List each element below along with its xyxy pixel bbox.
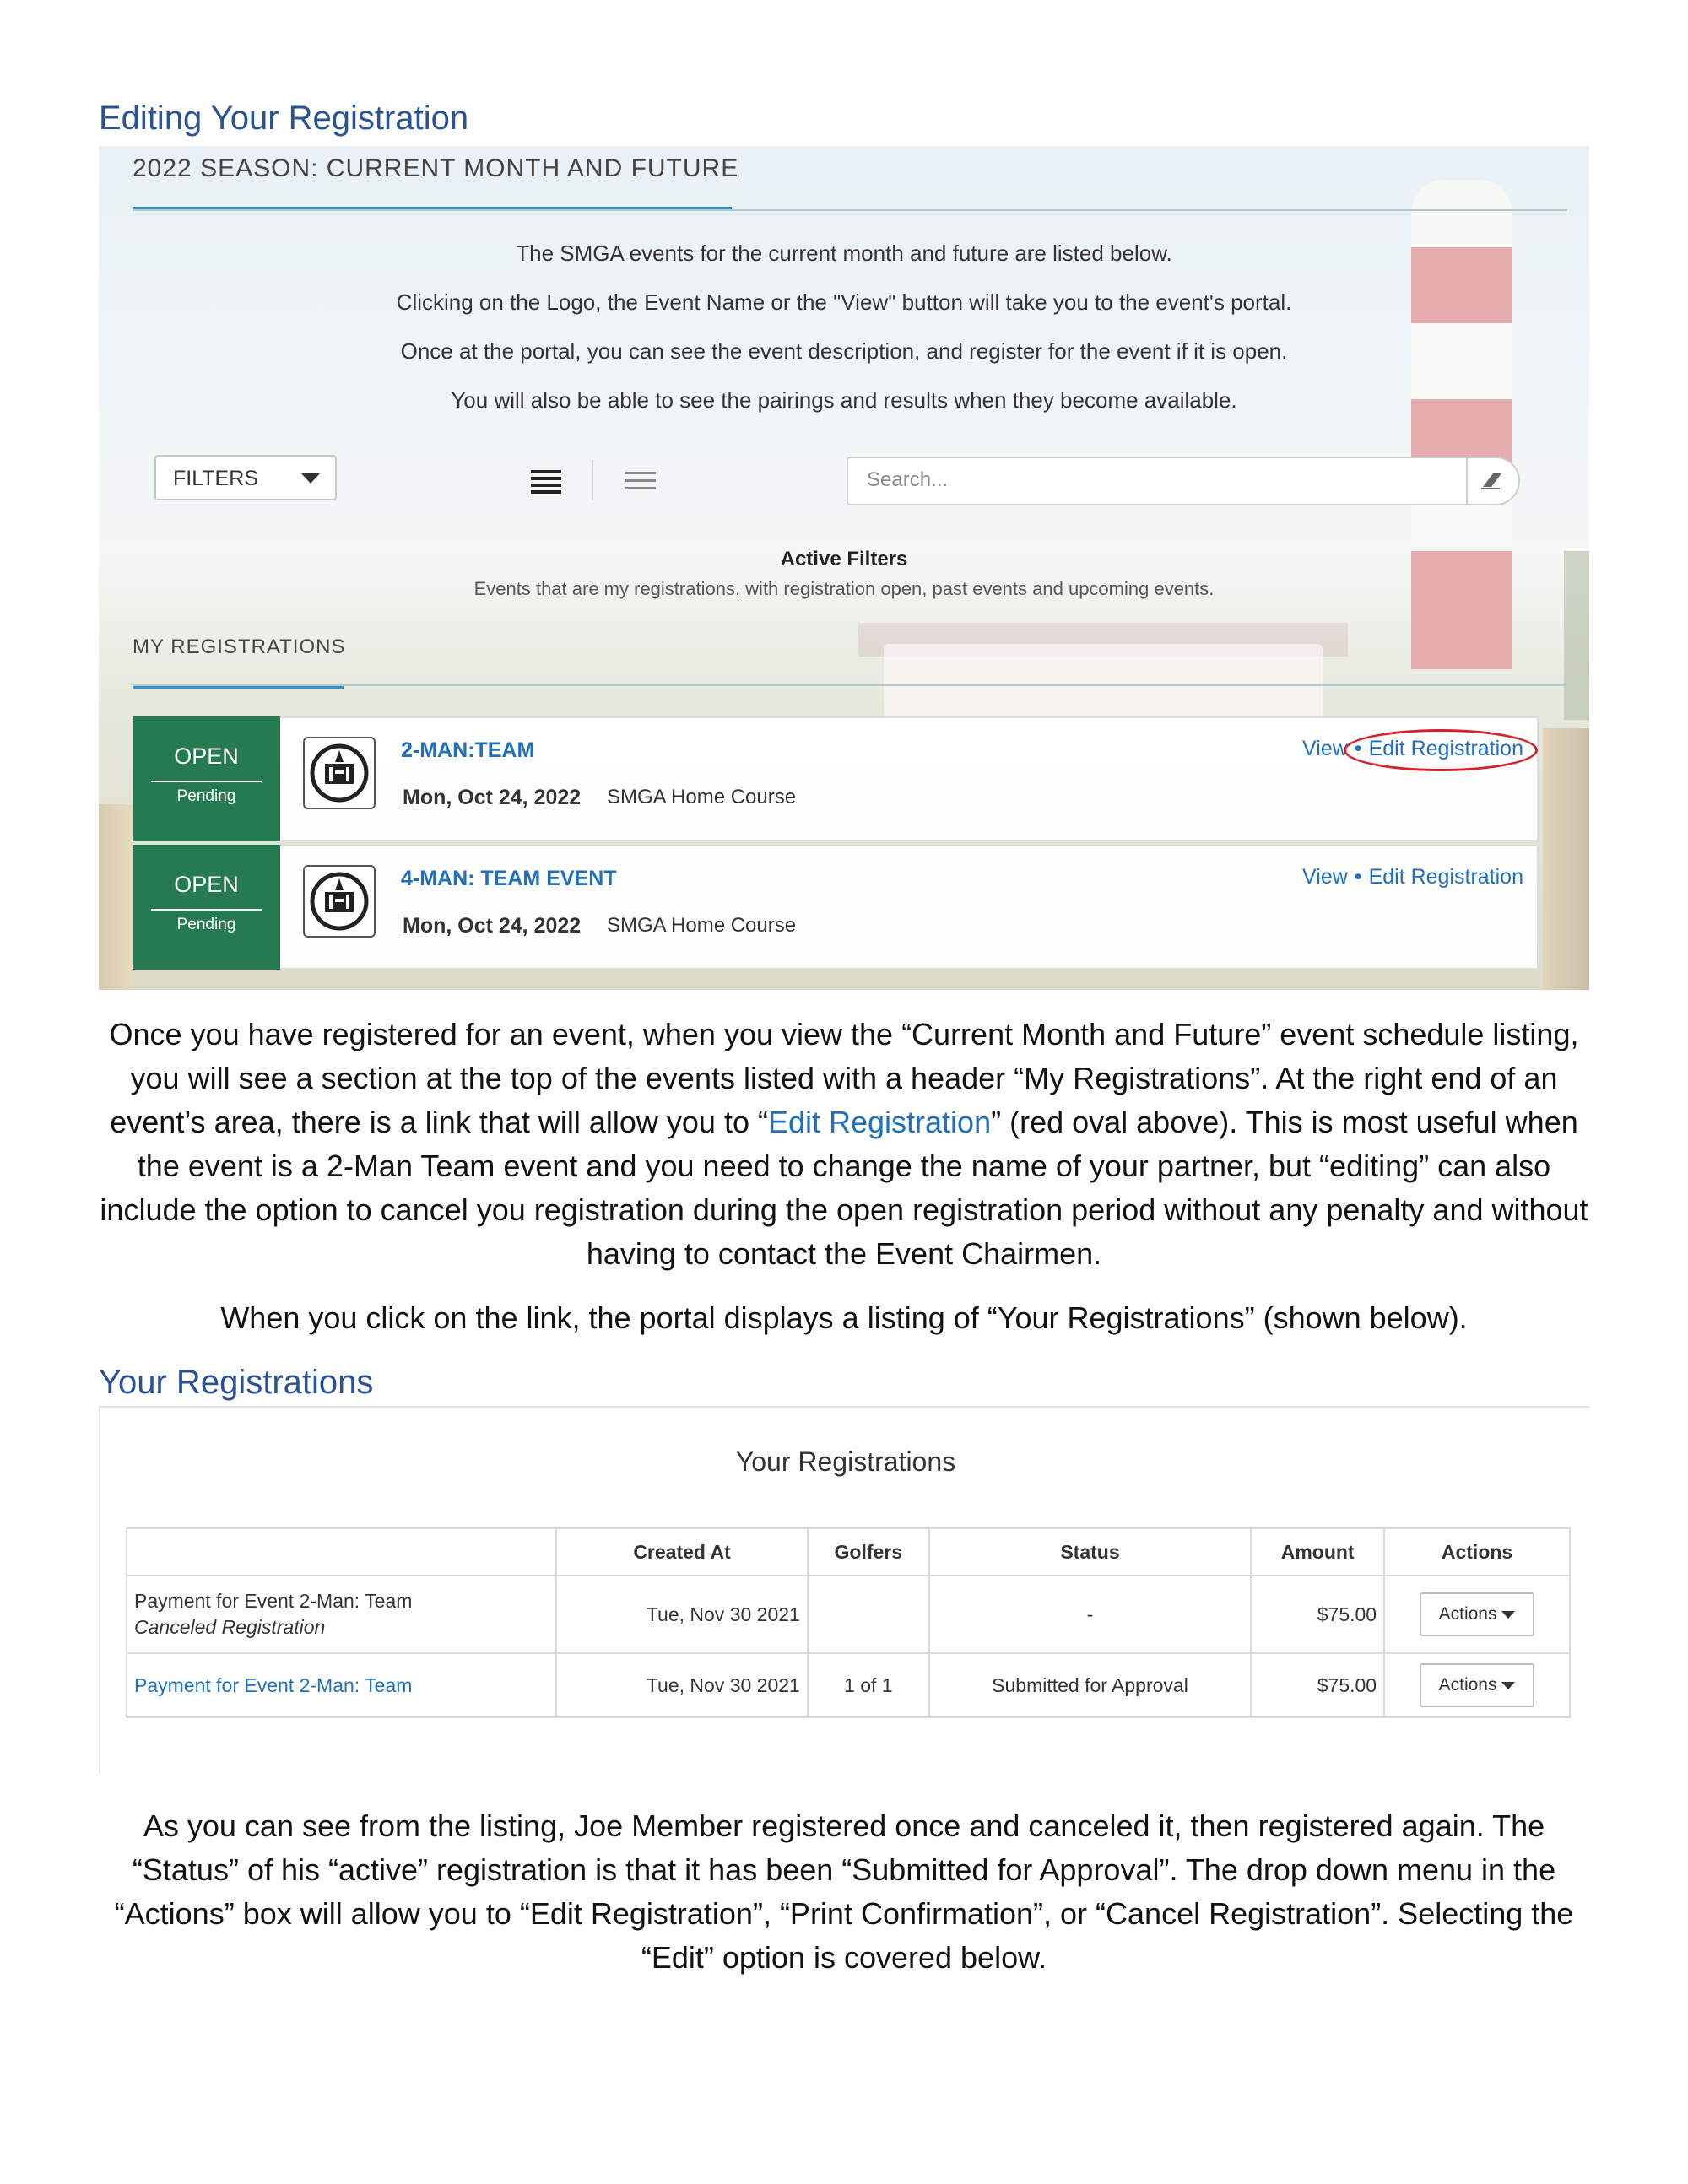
event-course: SMGA Home Course	[607, 914, 797, 937]
col-header-status: Status	[929, 1528, 1251, 1576]
filters-label: FILTERS	[173, 467, 258, 490]
actions-label: Actions	[1438, 1675, 1497, 1695]
row-status: Submitted for Approval	[929, 1653, 1251, 1717]
col-header	[127, 1528, 556, 1576]
col-header-amount: Amount	[1251, 1528, 1384, 1576]
your-registrations-screenshot	[99, 1406, 1589, 1774]
paragraph-edit-registration	[99, 1013, 1589, 1276]
status-open: OPEN	[174, 872, 239, 897]
actions-label: Actions	[1438, 1604, 1497, 1624]
event-logo[interactable]	[303, 737, 376, 809]
hh-logo-icon	[305, 738, 374, 808]
event-date: Mon, Oct 24, 2022	[403, 914, 582, 938]
row-created: Tue, Nov 30 2021	[556, 1576, 808, 1653]
view-link[interactable]: View	[1302, 737, 1348, 760]
event-links	[1302, 737, 1523, 761]
row-description	[127, 1653, 556, 1717]
row-created: Tue, Nov 30 2021	[556, 1653, 808, 1717]
divider	[133, 209, 1567, 211]
clear-search-button[interactable]	[1466, 457, 1520, 505]
row-actions	[1384, 1653, 1570, 1717]
actions-dropdown[interactable]	[1420, 1592, 1534, 1636]
intro-line-1: The SMGA events for the current month and future are listed below.	[516, 241, 1172, 266]
table-row	[127, 1653, 1570, 1717]
event-course: SMGA Home Course	[607, 786, 797, 808]
caret-down-icon	[1501, 1682, 1515, 1689]
event-card-1	[133, 716, 1539, 841]
your-registrations-title: Your Registrations	[735, 1446, 956, 1477]
status-badge	[133, 716, 280, 841]
event-name-link[interactable]: 4-MAN: TEAM EVENT	[401, 867, 617, 890]
chevron-down-icon	[301, 473, 320, 484]
active-filters-description: Events that are my registrations, with registration open, past events and upcoming events.	[473, 578, 1215, 599]
col-header-actions: Actions	[1384, 1528, 1570, 1576]
paragraph-click-link: When you click on the link, the portal displays a listing of “Your Registrations” (shown below).	[220, 1300, 1468, 1335]
payment-link[interactable]: Payment for Event 2-Man: Team	[134, 1673, 413, 1696]
status-open: OPEN	[174, 743, 239, 769]
event-name-link[interactable]: 2-MAN:TEAM	[401, 738, 535, 762]
row-golfers	[808, 1576, 929, 1653]
row-amount: $75.00	[1251, 1653, 1384, 1717]
search-input[interactable]	[865, 458, 1442, 502]
col-header-created-at: Created At	[556, 1528, 808, 1576]
event-links	[1302, 865, 1523, 889]
row-description	[127, 1576, 556, 1653]
caret-down-icon	[1501, 1611, 1515, 1619]
paragraph-text: Once you have registered for an event, when you view the “Current Month and Future” event schedule listing, you will see a section at the top of the events listed with a header “My Registrations”. At the right end of an event’s area, there is a link that will allow you to “	[109, 1017, 1579, 1139]
search-box	[847, 457, 1468, 505]
divider	[133, 684, 1567, 686]
inline-edit-registration-link[interactable]: Edit Registration	[767, 1105, 992, 1139]
intro-line-3: Once at the portal, you can see the event description, and register for the event if it is open.	[400, 338, 1288, 364]
event-logo[interactable]	[303, 865, 376, 938]
hh-logo-icon	[305, 867, 374, 936]
intro-line-4: You will also be able to see the pairings and results when they become available.	[451, 387, 1237, 413]
edit-registration-link[interactable]: Edit Registration	[1368, 737, 1523, 760]
registrations-table	[126, 1527, 1571, 1718]
season-title: 2022 SEASON: CURRENT MONTH AND FUTURE	[133, 154, 739, 182]
paragraph-text: ” (red oval above). This is most useful when the event is a 2-Man Team event and you need to change the name of your partner, but “editing” can also include the option to cancel you registration during the open registration period without any penalty and without having to contact the Event Chairmen.	[100, 1105, 1588, 1271]
row-status: -	[929, 1576, 1251, 1653]
payment-description: Payment for Event 2-Man: Team	[134, 1590, 413, 1612]
event-card-2	[133, 845, 1539, 970]
col-header-golfers: Golfers	[808, 1528, 929, 1576]
event-date: Mon, Oct 24, 2022	[403, 786, 582, 809]
row-amount: $75.00	[1251, 1576, 1384, 1653]
actions-dropdown[interactable]	[1420, 1663, 1534, 1707]
table-header-row	[127, 1528, 1570, 1576]
section-heading-editing: Editing Your Registration	[99, 100, 469, 137]
view-separator	[592, 460, 593, 500]
edit-registration-link[interactable]: Edit Registration	[1368, 865, 1523, 889]
status-pending: Pending	[176, 916, 236, 933]
view-link[interactable]: View	[1302, 865, 1348, 889]
detail-list-view-icon[interactable]	[531, 470, 561, 495]
row-golfers: 1 of 1	[808, 1653, 929, 1717]
row-actions	[1384, 1576, 1570, 1653]
status-pending: Pending	[176, 787, 236, 805]
eraser-icon	[1468, 458, 1518, 504]
compact-list-view-icon[interactable]	[625, 472, 656, 497]
canceled-note: Canceled Registration	[134, 1616, 326, 1638]
current-month-screenshot	[99, 146, 1589, 990]
link-separator: •	[1354, 865, 1362, 889]
table-row	[127, 1576, 1570, 1653]
section-heading-your-registrations: Your Registrations	[99, 1364, 374, 1401]
intro-line-2: Clicking on the Logo, the Event Name or the "View" button will take you to the event's portal.	[396, 289, 1292, 315]
filters-dropdown[interactable]	[154, 455, 337, 500]
my-registrations-underline	[133, 686, 344, 689]
my-registrations-title: MY REGISTRATIONS	[133, 635, 346, 658]
active-filters-title: Active Filters	[780, 548, 908, 570]
paragraph-listing-explanation: As you can see from the listing, Joe Member registered once and canceled it, then registered again. The “Status” of his “active” registration is that it has been “Submitted for Approval”. The drop down menu in the “Actions” box will allow you to “Edit Registration”, “Print Confirmation”, or “Cancel Registration”. Selecting the “Edit” option is covered below.	[114, 1808, 1574, 1975]
link-separator: •	[1354, 737, 1362, 760]
status-badge	[133, 845, 280, 970]
